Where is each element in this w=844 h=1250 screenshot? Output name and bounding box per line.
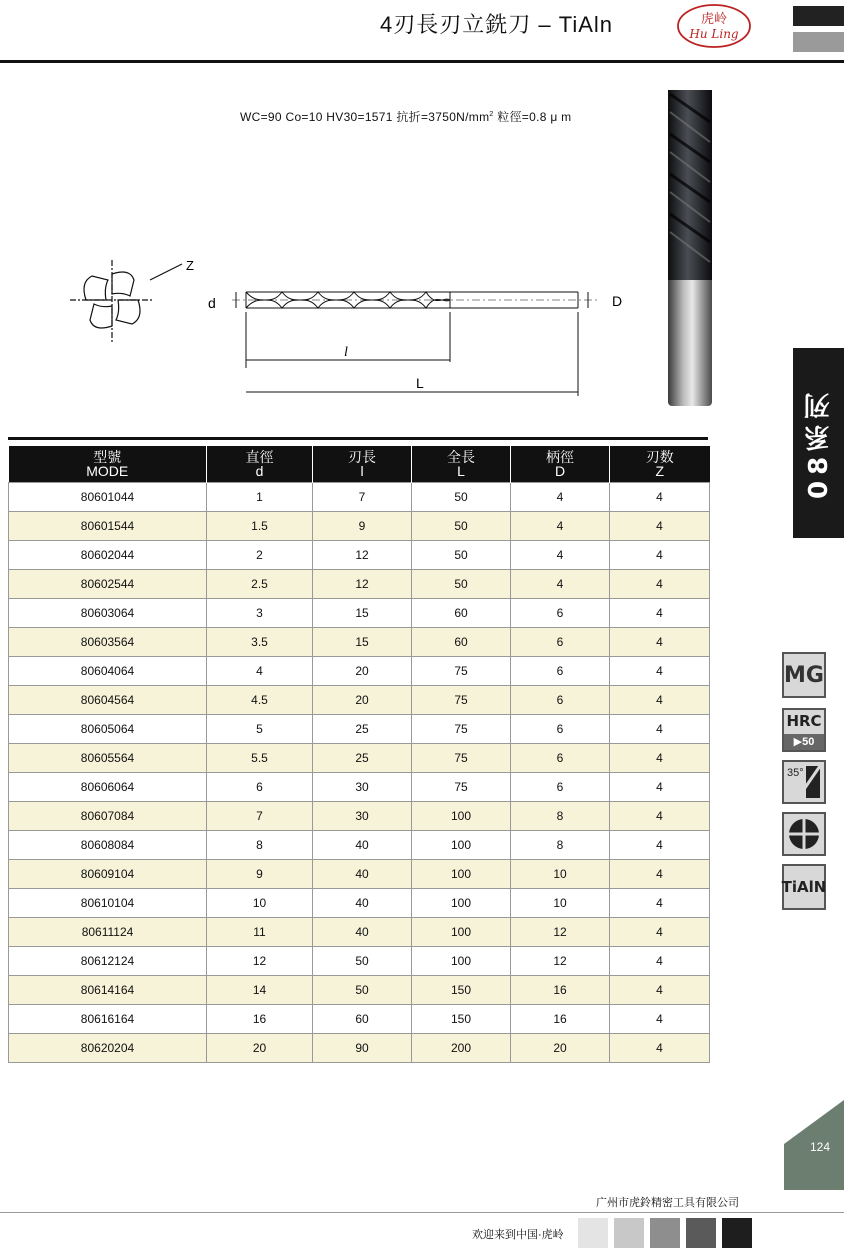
- end-mill-drawing: [60, 250, 640, 400]
- company-logo: [676, 2, 752, 50]
- four-flute-icon: [782, 812, 826, 856]
- table-row: [9, 1034, 710, 1063]
- table-cell: 60: [313, 1005, 412, 1034]
- table-cell: 80605564: [9, 744, 207, 773]
- table-cell: 6: [511, 715, 610, 744]
- table-row: [9, 715, 710, 744]
- table-cell: 4: [610, 831, 710, 860]
- table-cell: 4: [610, 657, 710, 686]
- table-cell: 80616164: [9, 1005, 207, 1034]
- table-cell: 12: [511, 918, 610, 947]
- header-shank-diameter: 柄徑 D: [511, 446, 610, 483]
- table-cell: 1.5: [207, 512, 313, 541]
- table-cell: 4: [610, 773, 710, 802]
- table-cell: 16: [511, 976, 610, 1005]
- mg-grade-icon: MG: [782, 652, 826, 698]
- table-cell: 4: [610, 483, 710, 512]
- table-row: [9, 860, 710, 889]
- table-cell: 80610104: [9, 889, 207, 918]
- table-cell: 80601044: [9, 483, 207, 512]
- table-cell: 4: [610, 976, 710, 1005]
- table-cell: 5: [207, 715, 313, 744]
- table-cell: 4: [511, 570, 610, 599]
- table-cell: 100: [412, 831, 511, 860]
- table-cell: 6: [511, 628, 610, 657]
- table-cell: 25: [313, 744, 412, 773]
- footer-rule: [0, 1212, 844, 1213]
- table-cell: 80614164: [9, 976, 207, 1005]
- footer-swatch: [722, 1218, 752, 1248]
- table-cell: 10: [511, 889, 610, 918]
- table-cell: 1: [207, 483, 313, 512]
- table-cell: 75: [412, 744, 511, 773]
- header-rule: [0, 60, 844, 63]
- label-d: d: [208, 295, 216, 311]
- table-cell: 100: [412, 947, 511, 976]
- table-header-row: [9, 446, 710, 483]
- footer-swatch: [686, 1218, 716, 1248]
- table-row: [9, 512, 710, 541]
- table-cell: 12: [313, 541, 412, 570]
- table-cell: 6: [511, 657, 610, 686]
- table-cell: 4: [610, 570, 710, 599]
- table-cell: 100: [412, 802, 511, 831]
- angle-label: 35°: [787, 767, 804, 779]
- table-cell: 15: [313, 628, 412, 657]
- header-flute-length: 刃長 l: [313, 446, 412, 483]
- hrc-value: ▶50: [784, 734, 824, 750]
- table-cell: 6: [207, 773, 313, 802]
- table-cell: 40: [313, 918, 412, 947]
- table-cell: 7: [207, 802, 313, 831]
- footer-swatch: [578, 1218, 608, 1248]
- table-cell: 60: [412, 599, 511, 628]
- table-cell: 4: [610, 918, 710, 947]
- table-cell: 50: [313, 976, 412, 1005]
- table-cell: 12: [313, 570, 412, 599]
- table-row: [9, 657, 710, 686]
- table-cell: 16: [511, 1005, 610, 1034]
- table-cell: 25: [313, 715, 412, 744]
- table-cell: 9: [207, 860, 313, 889]
- spec-table: [8, 446, 710, 1063]
- series-label: 08系列: [804, 386, 834, 500]
- table-cell: 50: [313, 947, 412, 976]
- table-row: [9, 483, 710, 512]
- header-corner-gray: [793, 32, 844, 52]
- table-cell: 10: [511, 860, 610, 889]
- table-cell: 40: [313, 860, 412, 889]
- table-cell: 2: [207, 541, 313, 570]
- table-cell: 4: [610, 715, 710, 744]
- table-cell: 4: [610, 802, 710, 831]
- table-cell: 20: [313, 686, 412, 715]
- table-cell: 4: [610, 1005, 710, 1034]
- table-cell: 60: [412, 628, 511, 657]
- cross-section-icon: [70, 260, 182, 342]
- label-D: D: [612, 293, 623, 309]
- table-cell: 12: [511, 947, 610, 976]
- table-cell: 4: [511, 483, 610, 512]
- table-cell: 7: [313, 483, 412, 512]
- table-cell: 80604564: [9, 686, 207, 715]
- label-z: Z: [186, 258, 194, 273]
- helix-angle-icon: [782, 760, 826, 804]
- table-cell: 4: [610, 599, 710, 628]
- table-cell: 90: [313, 1034, 412, 1063]
- spec-superscript: 2: [489, 111, 494, 118]
- table-cell: 50: [412, 570, 511, 599]
- table-cell: 14: [207, 976, 313, 1005]
- table-cell: 4: [511, 541, 610, 570]
- table-cell: 5.5: [207, 744, 313, 773]
- logo-chinese: 虎岭: [700, 12, 728, 27]
- table-cell: 4: [610, 1034, 710, 1063]
- table-cell: 80609104: [9, 860, 207, 889]
- table-cell: 20: [207, 1034, 313, 1063]
- table-row: [9, 773, 710, 802]
- table-cell: 4.5: [207, 686, 313, 715]
- table-cell: 6: [511, 686, 610, 715]
- table-cell: 75: [412, 773, 511, 802]
- table-cell: 75: [412, 686, 511, 715]
- table-cell: 80602044: [9, 541, 207, 570]
- table-cell: 4: [610, 889, 710, 918]
- table-cell: 20: [511, 1034, 610, 1063]
- table-cell: 80604064: [9, 657, 207, 686]
- table-cell: 6: [511, 599, 610, 628]
- table-row: [9, 686, 710, 715]
- table-row: [9, 1005, 710, 1034]
- table-cell: 80620204: [9, 1034, 207, 1063]
- table-cell: 200: [412, 1034, 511, 1063]
- table-cell: 4: [610, 947, 710, 976]
- table-cell: 2.5: [207, 570, 313, 599]
- table-row: [9, 831, 710, 860]
- logo-latin: Hu Ling: [689, 27, 739, 41]
- table-row: [9, 744, 710, 773]
- header-flutes: 刃数 Z: [610, 446, 710, 483]
- table-cell: 6: [511, 744, 610, 773]
- table-cell: 4: [511, 512, 610, 541]
- table-cell: 50: [412, 483, 511, 512]
- label-L: L: [416, 375, 424, 391]
- table-cell: 80605064: [9, 715, 207, 744]
- series-tab: [793, 348, 844, 538]
- hrc-hardness-icon: [782, 708, 826, 752]
- table-row: [9, 889, 710, 918]
- coating-icon: TiAlN: [782, 864, 826, 910]
- table-cell: 4: [610, 686, 710, 715]
- table-cell: 30: [313, 802, 412, 831]
- table-row: [9, 802, 710, 831]
- table-cell: 4: [610, 512, 710, 541]
- helix-angle-graphic: [784, 762, 824, 802]
- four-flute-graphic: [784, 814, 824, 854]
- hrc-label: HRC: [786, 712, 822, 730]
- table-row: [9, 541, 710, 570]
- header-mode: 型號 MODE: [9, 446, 207, 483]
- table-cell: 100: [412, 918, 511, 947]
- table-cell: 150: [412, 1005, 511, 1034]
- table-cell: 4: [610, 628, 710, 657]
- table-cell: 12: [207, 947, 313, 976]
- table-cell: 80603064: [9, 599, 207, 628]
- page-title: 4刃長刃立銑刀 – TiAln: [380, 12, 614, 37]
- table-cell: 75: [412, 657, 511, 686]
- table-cell: 3.5: [207, 628, 313, 657]
- header-diameter: 直徑 d: [207, 446, 313, 483]
- table-cell: 3: [207, 599, 313, 628]
- end-mill-photo: [660, 82, 720, 410]
- table-cell: 80612124: [9, 947, 207, 976]
- label-l: l: [344, 345, 348, 360]
- table-cell: 6: [511, 773, 610, 802]
- header-corner-dark: [793, 6, 844, 26]
- table-cell: 4: [610, 541, 710, 570]
- table-row: [9, 570, 710, 599]
- table-cell: 75: [412, 715, 511, 744]
- table-cell: 9: [313, 512, 412, 541]
- table-cell: 40: [313, 889, 412, 918]
- material-spec: [240, 108, 571, 125]
- table-cell: 100: [412, 889, 511, 918]
- table-cell: 4: [610, 860, 710, 889]
- table-cell: 11: [207, 918, 313, 947]
- table-cell: 150: [412, 976, 511, 1005]
- table-cell: 16: [207, 1005, 313, 1034]
- table-row: [9, 628, 710, 657]
- table-row: [9, 599, 710, 628]
- table-cell: 8: [511, 831, 610, 860]
- table-top-rule: [8, 437, 708, 440]
- table-cell: 30: [313, 773, 412, 802]
- table-cell: 4: [207, 657, 313, 686]
- table-cell: 8: [207, 831, 313, 860]
- table-row: [9, 947, 710, 976]
- table-cell: 8: [511, 802, 610, 831]
- table-cell: 4: [610, 744, 710, 773]
- welcome-text: 欢迎来到中国·虎岭: [472, 1229, 564, 1241]
- table-cell: 80601544: [9, 512, 207, 541]
- table-cell: 80611124: [9, 918, 207, 947]
- table-row: [9, 918, 710, 947]
- table-cell: 80606064: [9, 773, 207, 802]
- table-cell: 50: [412, 512, 511, 541]
- table-cell: 100: [412, 860, 511, 889]
- spec-text: WC=90 Co=10 HV30=1571 抗折=3750N/mm: [240, 110, 490, 124]
- table-cell: 80602544: [9, 570, 207, 599]
- table-cell: 80608084: [9, 831, 207, 860]
- table-cell: 40: [313, 831, 412, 860]
- footer-swatch: [614, 1218, 644, 1248]
- table-cell: 10: [207, 889, 313, 918]
- table-row: [9, 976, 710, 1005]
- table-cell: 20: [313, 657, 412, 686]
- footer-swatch: [650, 1218, 680, 1248]
- table-cell: 80603564: [9, 628, 207, 657]
- header-overall-length: 全長 L: [412, 446, 511, 483]
- page-number: 124: [810, 1140, 831, 1154]
- table-cell: 15: [313, 599, 412, 628]
- spec-tail: 粒徑=0.8 μ m: [493, 110, 572, 124]
- table-cell: 80607084: [9, 802, 207, 831]
- company-name: 广州市虎鈴精密工具有限公司: [596, 1197, 739, 1209]
- table-cell: 50: [412, 541, 511, 570]
